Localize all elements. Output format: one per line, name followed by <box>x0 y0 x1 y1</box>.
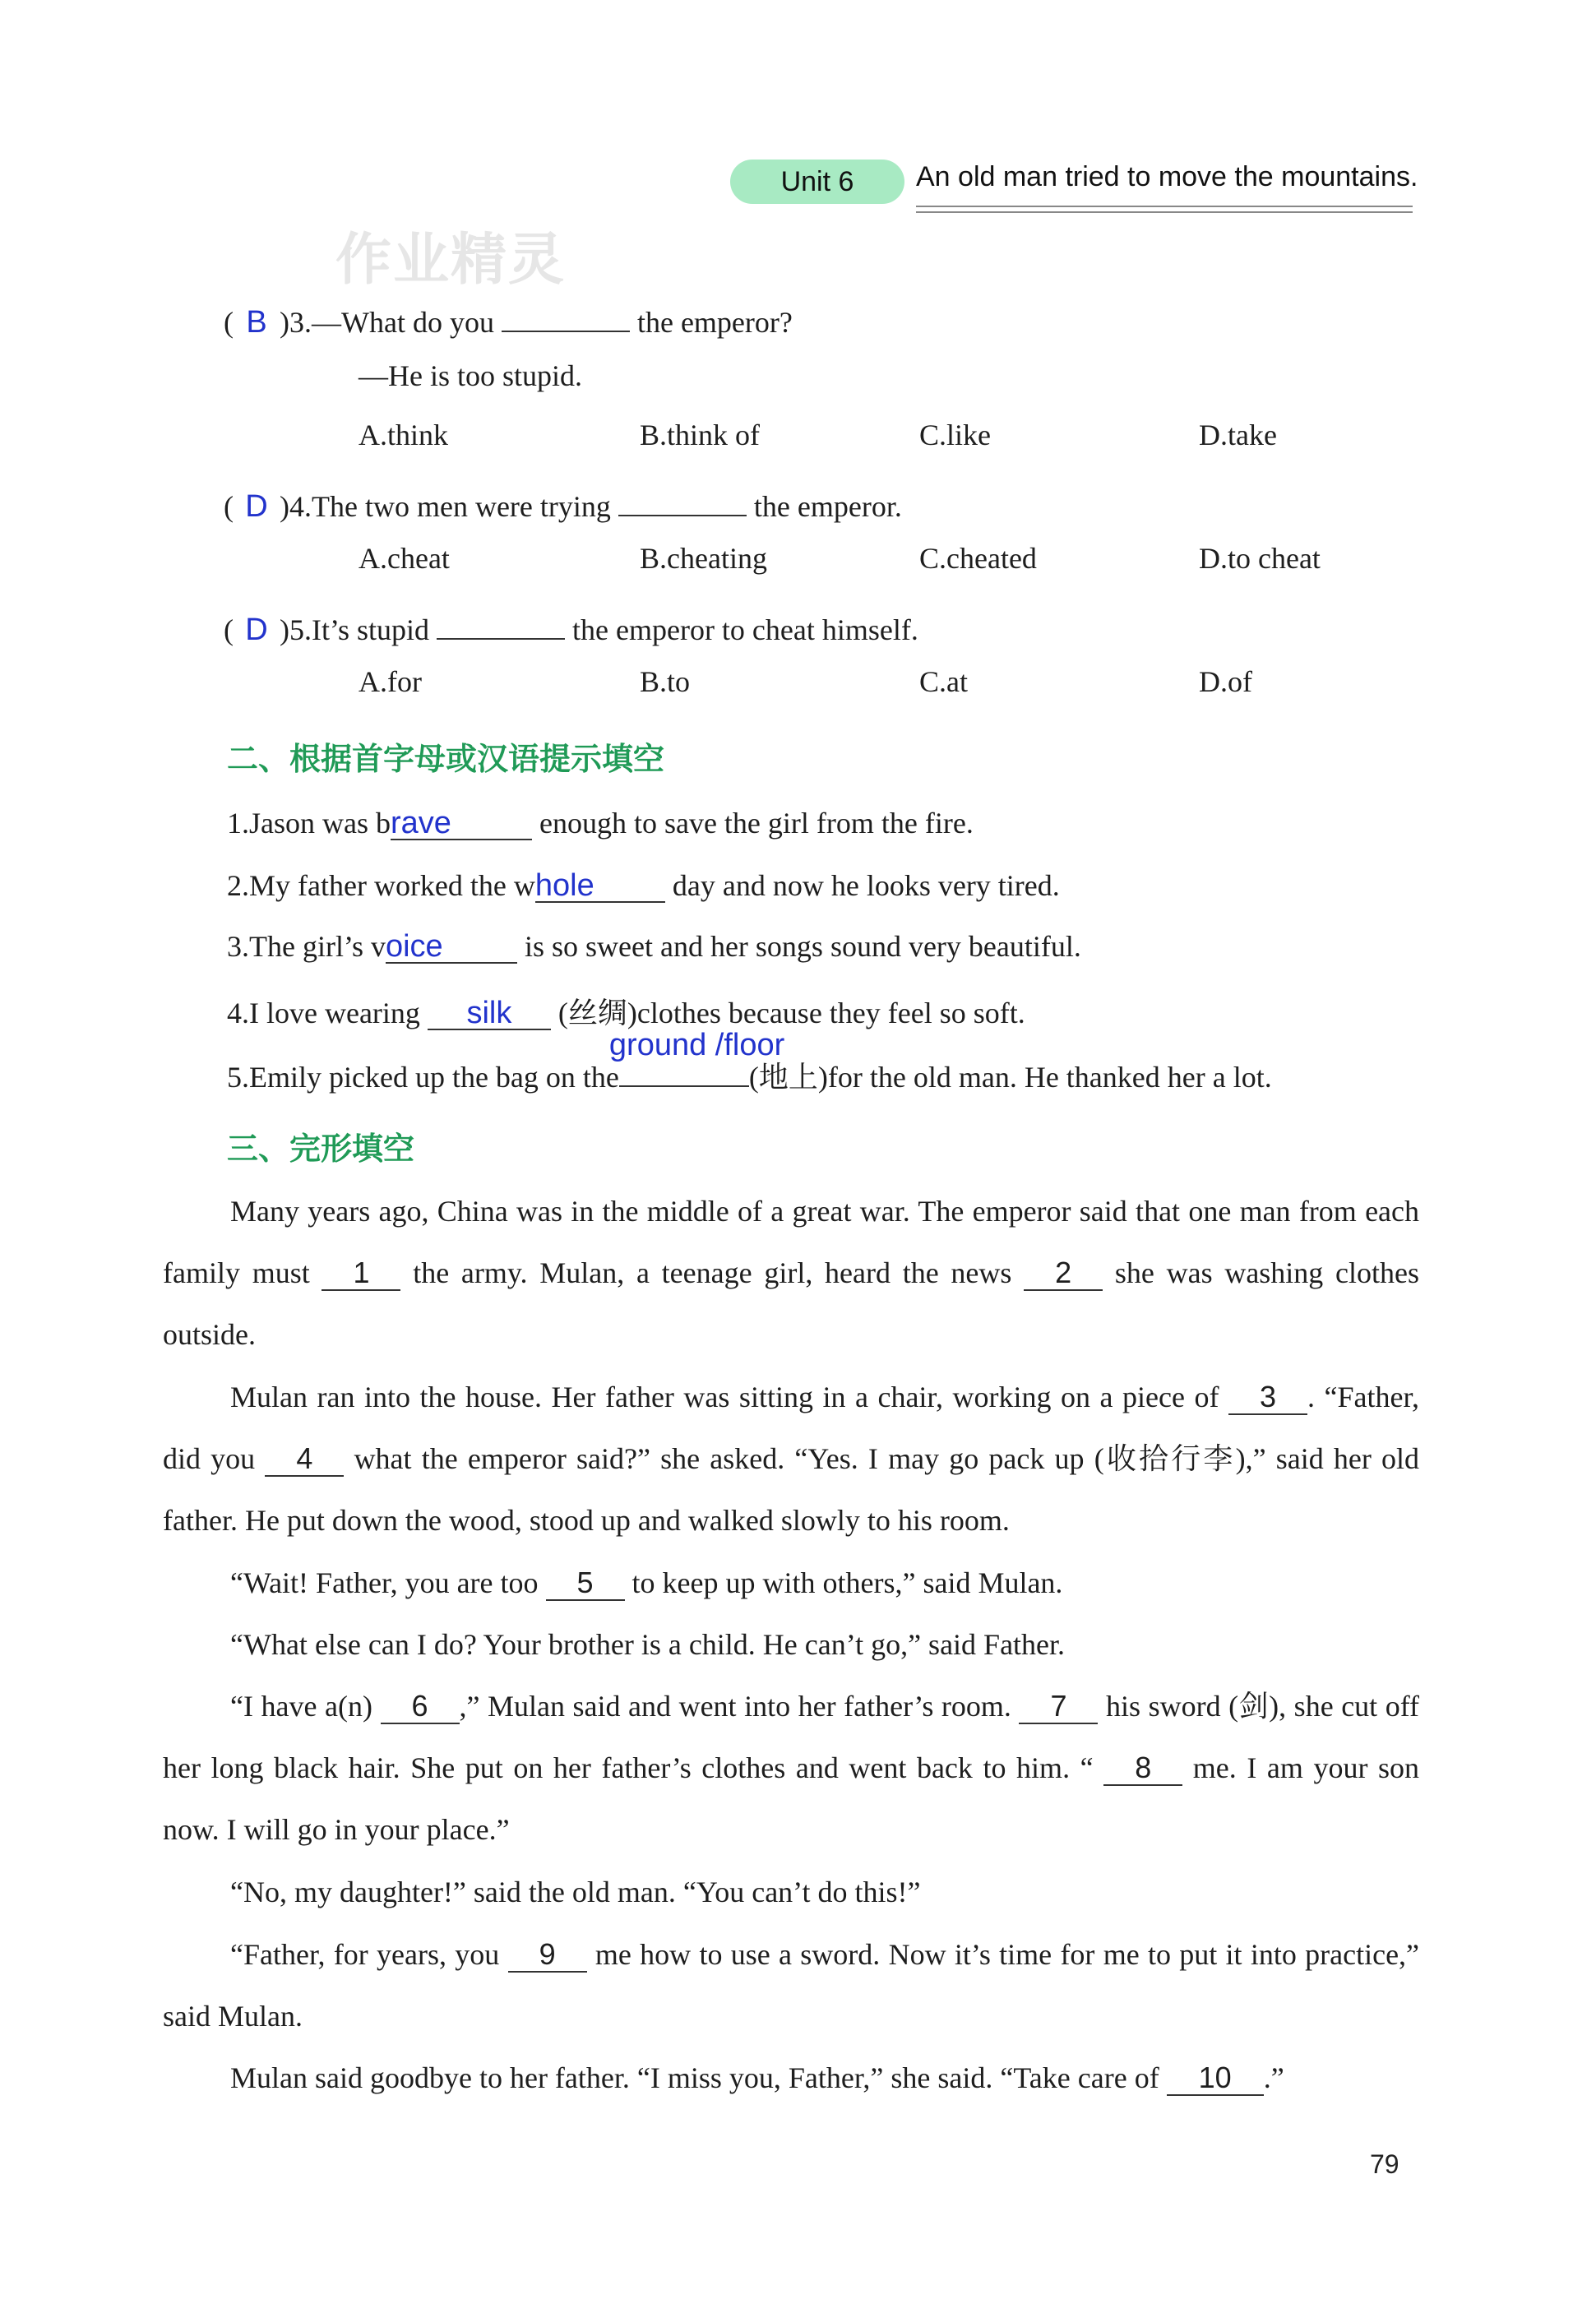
blank <box>502 298 630 332</box>
fill-item-2: 2.My father worked the whole day and now he looks very tired. <box>227 868 1060 903</box>
cloze-paragraph-7: “Father, for years, you 9 me how to use a sword. Now it’s time for me to put it into practice,” said Mulan. <box>163 1937 1420 2033</box>
fill-item-1: 1.Jason was brave enough to save the girl from the fire. <box>227 806 974 840</box>
section-heading-3: 三、完形填空 <box>227 1131 415 1167</box>
mc-question-3: ( B )3.—What do you the emperor? <box>224 298 793 340</box>
unit-badge: Unit 6 <box>730 160 904 204</box>
section-heading-2: 二、根据首字母或汉语提示填空 <box>227 741 665 777</box>
cloze-paragraph-8: Mulan said goodbye to her father. “I miss you, Father,” she said. “Take care of 10 .” <box>230 2061 1284 2094</box>
cloze-paragraph-1: Many years ago, China was in the middle of a great war. The emperor said that one man from each family must 1 the army. Mulan, a teenage girl, heard the news 2 she was washing clothes outside. <box>163 1195 1420 1351</box>
answer-4: D <box>245 489 268 524</box>
cloze-paragraph-4: “What else can I do? Your brother is a child. He can’t go,” said Father. <box>230 1628 1066 1661</box>
mc-question-4: ( D )4.The two men were trying the emperor. <box>224 482 902 525</box>
handwritten-answer: rave <box>391 806 532 840</box>
cloze-paragraph-6: “No, my daughter!” said the old man. “You can’t do this!” <box>230 1876 921 1908</box>
cloze-blank: 6 <box>381 1690 460 1724</box>
answer-3: B <box>246 305 267 340</box>
handwritten-answer: silk <box>428 996 551 1030</box>
answer-5: D <box>245 613 268 647</box>
cloze-paragraph-3: “Wait! Father, you are too 5 to keep up with others,” said Mulan. <box>230 1566 1063 1599</box>
watermark: 作业精灵 <box>335 229 567 291</box>
mc-question-3-line2: —He is too stupid. <box>359 359 583 392</box>
cloze-blank: 8 <box>1103 1751 1182 1786</box>
cloze-blank: 2 <box>1024 1256 1103 1291</box>
page-number: 79 <box>1370 2149 1399 2179</box>
handwritten-answer: hole <box>535 868 665 903</box>
handwritten-answer: ground /floor <box>608 1028 785 1062</box>
handwritten-answer: oice <box>386 929 517 964</box>
cloze-blank: 1 <box>322 1256 400 1291</box>
fill-item-3: 3.The girl’s voice is so sweet and her songs sound very beautiful. <box>227 929 1081 964</box>
cloze-blank: 7 <box>1019 1690 1098 1724</box>
cloze-paragraph-5: “I have a(n) 6 ,” Mulan said and went into her father’s room. 7 his sword (剑), she cut off her long black hair. She put on her father’s clothes and went back to him. “ 8 me. I am your son now. I will go in your place.” <box>163 1689 1420 1846</box>
mc-question-5: ( D )5.It’s stupid the emperor to cheat himself. <box>224 605 918 648</box>
blank <box>437 605 565 640</box>
cloze-paragraph-2: Mulan ran into the house. Her father was sitting in a chair, working on a piece of 3 . “Father, did you 4 what the emperor said?” she asked. “Yes. I may go pack up (收拾行李),” said her old father. He put down the wood, stood up and walked slowly to his room. <box>163 1380 1420 1537</box>
blank <box>608 1028 785 1087</box>
cloze-blank: 9 <box>508 1938 587 1973</box>
blank <box>618 482 747 516</box>
fill-item-5: 5.Emily picked up the bag on the ground /floor (地上)for the old man. He thanked her a lot. <box>227 1028 1272 1094</box>
unit-title: An old man tried to move the mountains. <box>916 161 1418 192</box>
fill-item-4: 4.I love wearing silk (丝绸)clothes because they feel so soft. <box>227 996 1025 1030</box>
cloze-blank: 3 <box>1228 1381 1307 1415</box>
header-rule <box>916 206 1413 213</box>
cloze-blank: 4 <box>265 1442 344 1477</box>
cloze-blank: 10 <box>1167 2061 1264 2096</box>
cloze-blank: 5 <box>546 1566 625 1601</box>
